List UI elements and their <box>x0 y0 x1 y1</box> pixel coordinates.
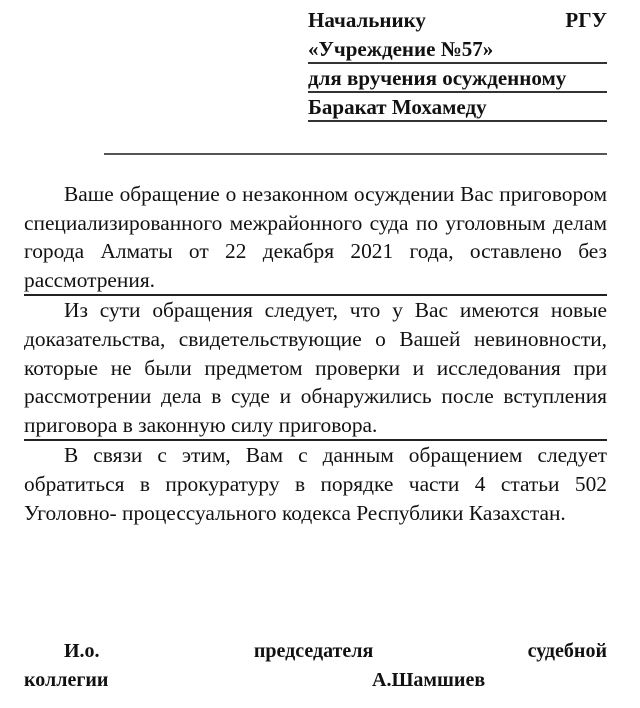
signature-title-acting: И.о. <box>64 640 100 662</box>
signature-title-line <box>24 637 607 666</box>
addressee-block <box>308 6 607 122</box>
signature-block <box>24 637 607 695</box>
paragraph-3: В связи с этим, Вам с данным обращением следует обратиться в прокуратуру в порядке части 4 статьи 502 Уголовно- процессуального кодекса Республики Казахстан. <box>24 443 607 525</box>
signatory-name: А.Шамшиев <box>372 669 486 691</box>
addressee-org-type: РГУ <box>565 8 607 32</box>
signature-name-line <box>24 666 607 695</box>
addressee-position: Начальнику <box>308 8 426 32</box>
addressee-institution: «Учреждение №57» <box>308 35 607 64</box>
signature-title-chairman: председателя <box>253 640 374 662</box>
paragraph-2: Из сути обращения следует, что у Вас имеются новые доказательства, свидетельствующие о Вашей невиновности, которые не были предметом проверки и исследования при рассмотрении дела в суде и обнаружились после вступления приговора в законную силу приговора. <box>24 296 607 441</box>
addressee-purpose: для вручения осужденному <box>308 64 607 93</box>
signature-title-judicial: судебной <box>527 640 607 662</box>
addressee-recipient-name: Баракат Мохамеду <box>308 93 607 122</box>
separator-rule <box>104 153 607 155</box>
addressee-line-1 <box>308 6 607 35</box>
letter-body <box>24 180 607 527</box>
paragraph-1: Ваше обращение о незаконном осуждении Вас приговором специализированного межрайонного суда по уголовным делам города Алматы от 22 декабря 2021 года, оставлено без рассмотрения. <box>24 180 607 296</box>
signature-title-collegium: коллегии <box>24 669 109 691</box>
